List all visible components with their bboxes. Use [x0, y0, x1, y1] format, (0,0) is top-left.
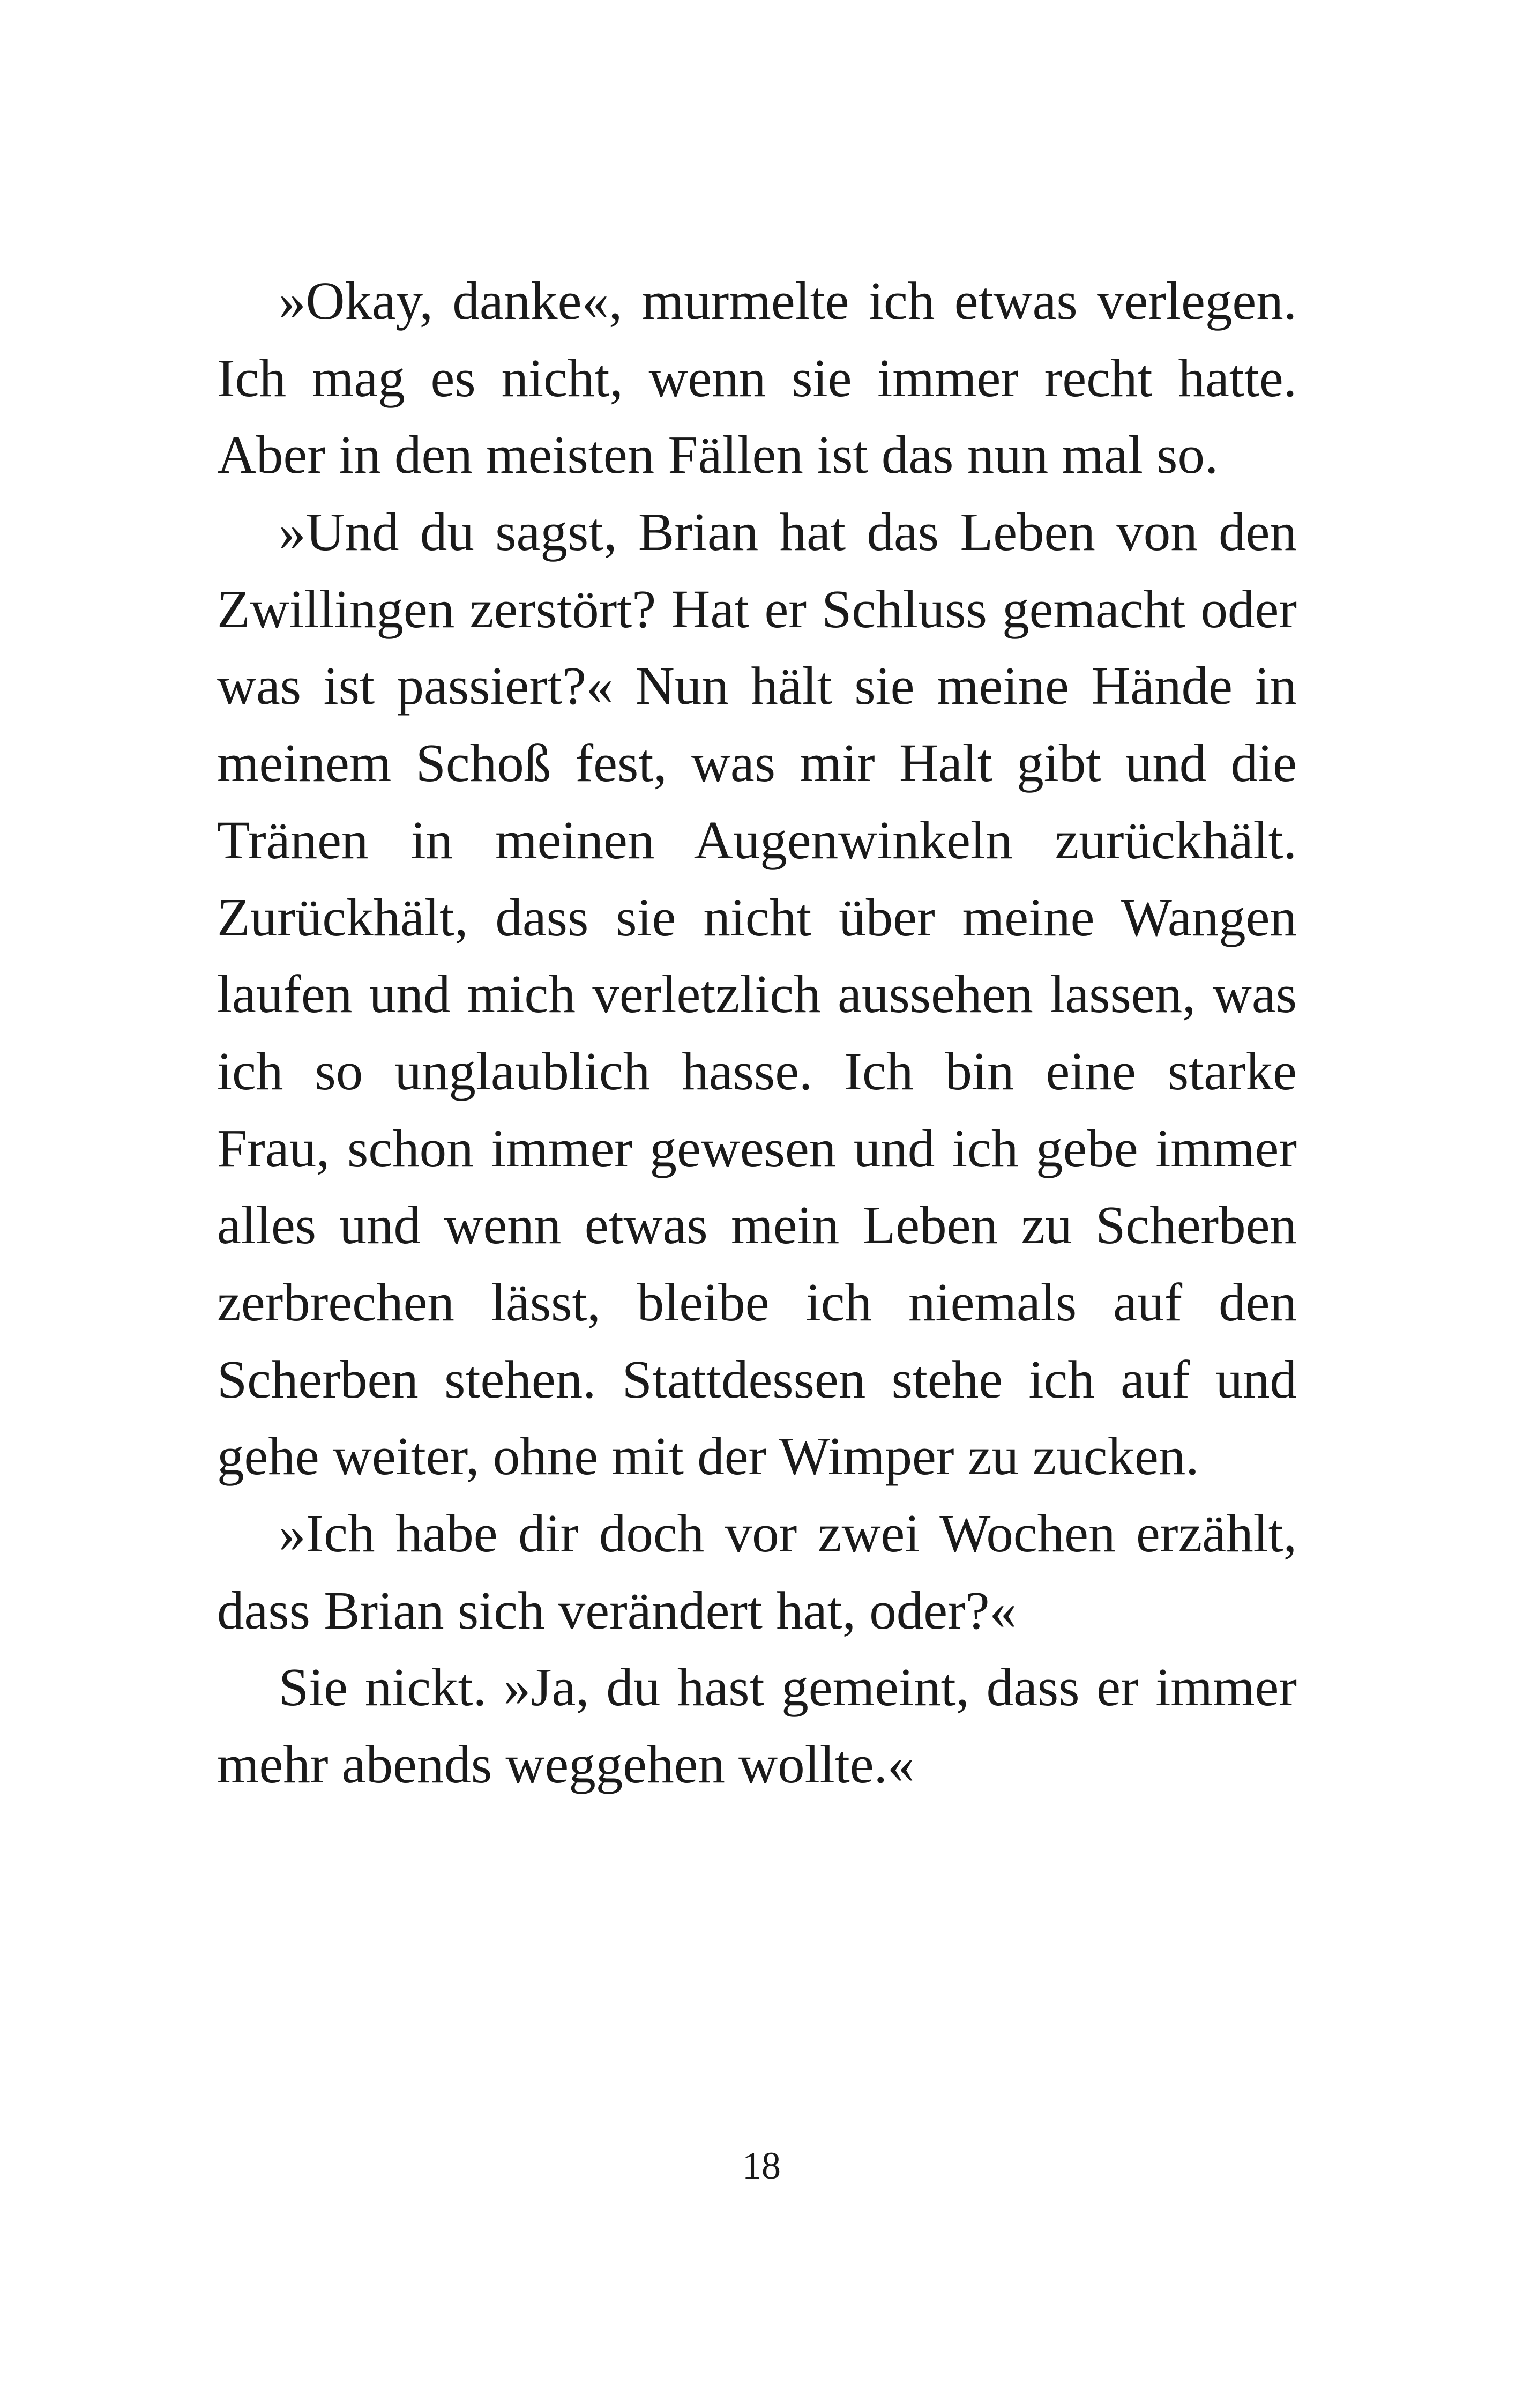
text-line: Zurückhält, dass sie nicht über meine Wangen	[217, 887, 1297, 947]
text-line: gehe weiter, ohne mit der Wimper zu zucken.	[217, 1426, 1199, 1487]
text-line: ich so unglaublich hasse. Ich bin eine starke	[217, 1041, 1297, 1101]
body-text	[217, 263, 1297, 1803]
text-line: Frau, schon immer gewesen und ich gebe immer	[217, 1118, 1297, 1178]
text-line: dass Brian sich verändert hat, oder?«	[217, 1580, 1017, 1640]
text-line: Scherben stehen. Stattdessen stehe ich auf und	[217, 1349, 1297, 1409]
text-line: was ist passiert?« Nun hält sie meine Hände in	[217, 656, 1297, 716]
text-line: Zwillingen zerstört? Hat er Schluss gemacht oder	[217, 578, 1297, 639]
text-line: alles und wenn etwas mein Leben zu Scherben	[217, 1195, 1297, 1255]
text-line: laufen und mich verletzlich aussehen lassen, was	[217, 964, 1297, 1024]
page-number: 18	[742, 2144, 781, 2187]
text-line: meinem Schoß fest, was mir Halt gibt und die	[217, 733, 1297, 793]
text-line: »Und du sagst, Brian hat das Leben von den	[279, 502, 1297, 562]
text-line: Tränen in meinen Augenwinkeln zurückhält.	[217, 809, 1297, 870]
text-line: Aber in den meisten Fällen ist das nun mal so.	[217, 425, 1219, 485]
text-line: »Ich habe dir doch vor zwei Wochen erzählt,	[279, 1503, 1297, 1563]
text-line: »Okay, danke«, murmelte ich etwas verlegen.	[279, 271, 1297, 331]
text-line: zerbrechen lässt, bleibe ich niemals auf den	[217, 1272, 1297, 1332]
text-line: Sie nickt. »Ja, du hast gemeint, dass er immer	[279, 1657, 1297, 1718]
text-line: Ich mag es nicht, wenn sie immer recht hatte.	[217, 347, 1297, 408]
text-line: mehr abends weggehen wollte.«	[217, 1734, 915, 1795]
